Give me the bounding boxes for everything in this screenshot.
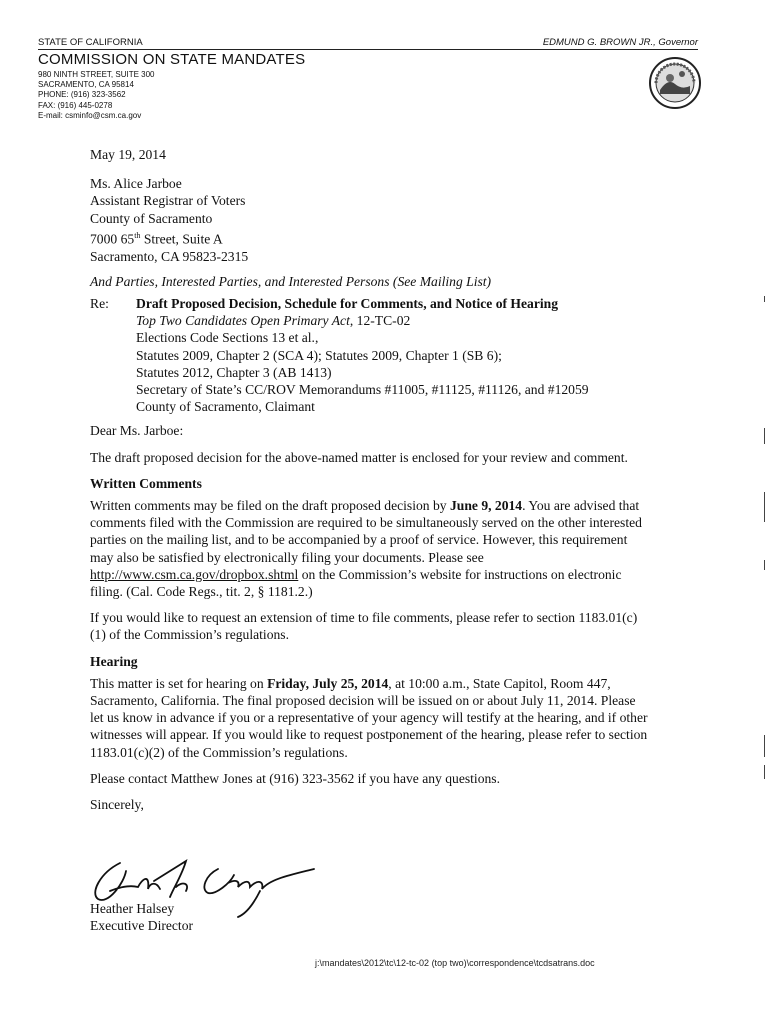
re-block xyxy=(90,295,650,415)
signer-name: Heather Halsey xyxy=(90,901,175,916)
state-seal-icon xyxy=(648,56,702,110)
re-label: Re: xyxy=(90,295,109,311)
written-comments-paragraph: Written comments may be filed on the draft proposed decision by June 9, 2014. You are advised that comments filed with the Commission are required to be simultaneously served on the other interested parties on the mailing list, and to be accompanied by a proof of service. However, this requirement may also be satisfied by electronically filing your documents. Please see http://www.csm.ca.gov/dropbox.shtml on the Commission’s website for instructions on electronic filing. (Cal. Code Regs., tit. 2, § 1181.2.) xyxy=(90,497,642,599)
salutation: Dear Ms. Jarboe: xyxy=(90,423,184,439)
scan-mark xyxy=(764,296,765,302)
state-label: STATE OF CALIFORNIA xyxy=(38,37,143,48)
re-act: Top Two Candidates Open Primary Act, 12-TC-02 xyxy=(136,313,411,329)
fax-line: FAX: (916) 445-0278 xyxy=(38,100,113,110)
extension-paragraph: If you would like to request an extension of time to file comments, please refer to section 1183.01(c)(1) of the Commission’s regulations. xyxy=(90,610,638,643)
letter-date: May 19, 2014 xyxy=(90,147,166,162)
re-line: Secretary of State’s CC/ROV Memorandums #11005, #11125, #11126, and #12059 xyxy=(136,381,589,397)
address-line: SACRAMENTO, CA 95814 xyxy=(38,80,134,90)
hearing-paragraph: This matter is set for hearing on Friday, July 25, 2014, at 10:00 a.m., State Capitol, Room 447, Sacramento, California. The final proposed decision will be issued on or about July 11, 2014. Please let us know in advance if you or a representative of your agency will testify at the hearing, and if other witnesses will appear. If you would like to request postponement of the hearing, please refer to section 1183.01(c)(2) of the Commission’s regulations. xyxy=(90,675,648,760)
recipient-block xyxy=(90,175,650,265)
header-divider xyxy=(38,49,698,50)
recipient-street: 7000 65th Street, Suite A xyxy=(90,230,223,247)
commission-address xyxy=(38,70,154,121)
scan-mark xyxy=(764,735,765,757)
phone-line: PHONE: (916) 323-3562 xyxy=(38,90,126,100)
dropbox-link[interactable]: http://www.csm.ca.gov/dropbox.shtml xyxy=(90,566,299,582)
email-line: E-mail: csminfo@csm.ca.gov xyxy=(38,110,142,120)
letter-body xyxy=(90,146,650,813)
re-line: Statutes 2012, Chapter 3 (AB 1413) xyxy=(136,364,332,380)
recipient-city: Sacramento, CA 95823-2315 xyxy=(90,248,249,264)
hearing-heading: Hearing xyxy=(90,653,138,669)
re-line: Elections Code Sections 13 et al., xyxy=(136,330,319,346)
recipient-org: County of Sacramento xyxy=(90,210,213,226)
re-line: Statutes 2009, Chapter 2 (SCA 4); Statutes 2009, Chapter 1 (SB 6); xyxy=(136,347,502,363)
scan-mark xyxy=(764,428,765,444)
signer-block xyxy=(90,900,193,934)
parties-line: And Parties, Interested Parties, and Interested Persons (See Mailing List) xyxy=(90,273,492,289)
contact-paragraph: Please contact Matthew Jones at (916) 323-3562 if you have any questions. xyxy=(90,770,500,786)
closing: Sincerely, xyxy=(90,797,144,813)
re-lines xyxy=(136,295,589,415)
scan-mark xyxy=(764,765,765,779)
commission-name: COMMISSION ON STATE MANDATES xyxy=(38,51,306,68)
recipient-name: Ms. Alice Jarboe xyxy=(90,176,182,192)
intro-paragraph: The draft proposed decision for the above-named matter is enclosed for your review and comment. xyxy=(90,449,628,465)
recipient-title: Assistant Registrar of Voters xyxy=(90,193,246,209)
re-title: Draft Proposed Decision, Schedule for Comments, and Notice of Hearing xyxy=(136,295,558,311)
signer-title: Executive Director xyxy=(90,918,194,934)
written-comments-heading: Written Comments xyxy=(90,475,202,491)
scan-mark xyxy=(764,492,765,522)
re-line: County of Sacramento, Claimant xyxy=(136,399,315,415)
governor-label: EDMUND G. BROWN JR., Governor xyxy=(542,37,698,48)
address-line: 980 NINTH STREET, SUITE 300 xyxy=(38,70,155,79)
document-path: j:\mandates\2012\tc\12-tc-02 (top two)\correspondence\tcdsatrans.doc xyxy=(315,958,595,968)
scan-mark xyxy=(764,560,765,570)
